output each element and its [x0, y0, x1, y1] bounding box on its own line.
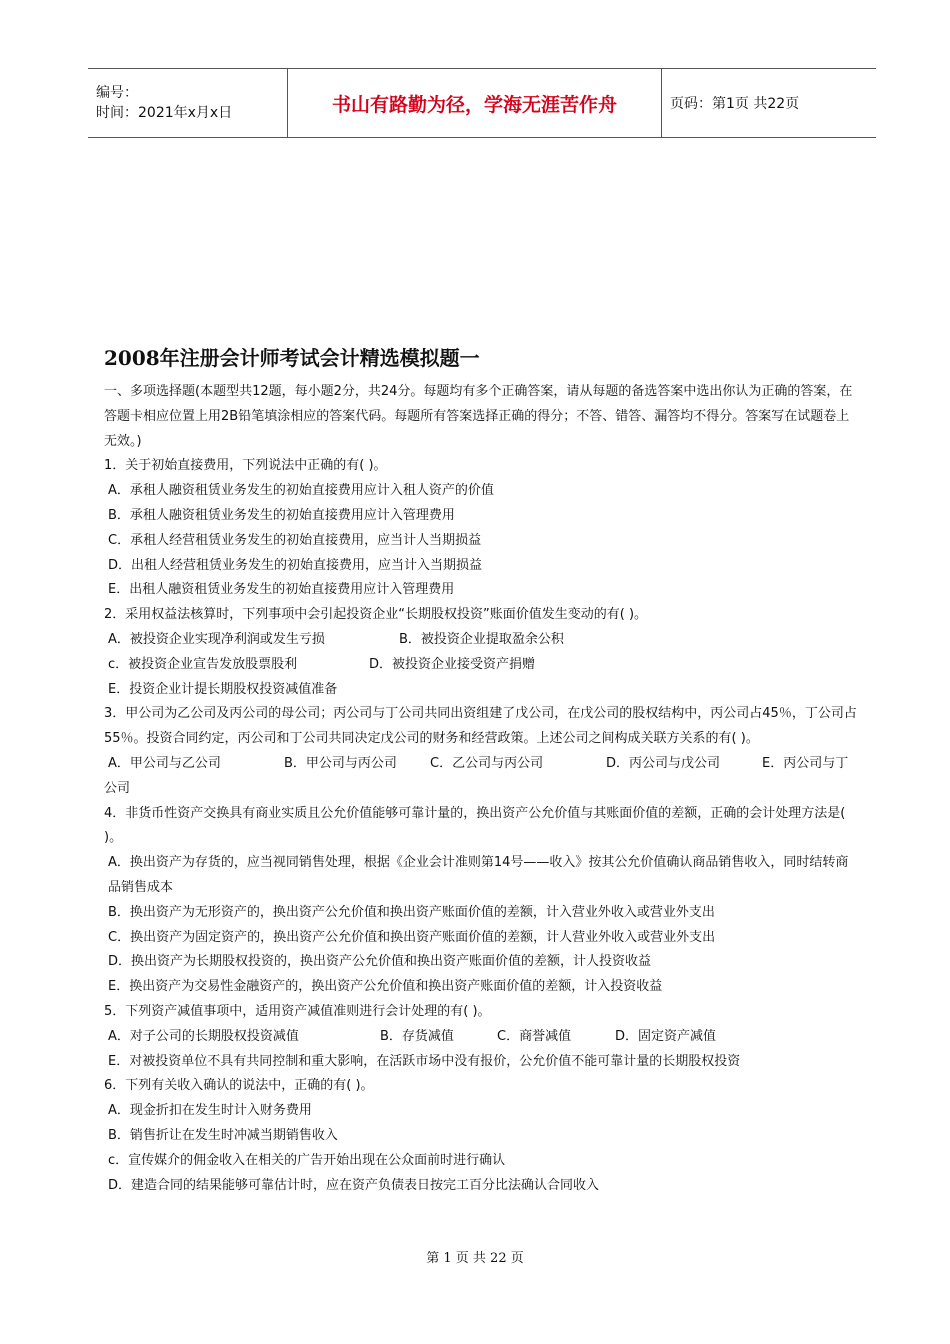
q5-options-row	[104, 1025, 860, 1050]
q3-option-c: C．乙公司与丙公司	[430, 755, 544, 771]
header-page-label: 页码：第1页 共22页	[670, 96, 800, 112]
q5-option-b: B．存货减值	[380, 1028, 454, 1044]
q6-option-a: A．现金折扣在发生时计入财务费用	[108, 1103, 312, 1119]
question-2-stem: 2．采用权益法核算时，下列事项中会引起投资企业“长期股权投资”账面价值发生变动的有( )。	[104, 607, 648, 623]
number-label: 编号：	[96, 85, 138, 101]
q5-option-a: A．对子公司的长期股权投资减值	[108, 1028, 299, 1044]
question-1-stem: 1．关于初始直接费用，下列说法中正确的有( )。	[104, 458, 387, 474]
question-4-stem: 4．非货币性资产交换具有商业实质且公允价值能够可靠计量的，换出资产公允价值与其账面价值的差额，正确的会计处理方法是( )。	[104, 805, 846, 846]
q2-option-b: B．被投资企业提取盈余公积	[399, 631, 564, 647]
q2-options-row-1	[104, 628, 860, 653]
header-motto: 书山有路勤为径，学海无涯苦作舟	[288, 69, 662, 137]
question-6-stem: 6．下列有关收入确认的说法中，正确的有( )。	[104, 1078, 374, 1094]
q3-option-b: B．甲公司与丙公司	[284, 755, 397, 771]
q4-option-e: E．换出资产为交易性金融资产的，换出资产公允价值和换出资产账面价值的差额，计入投资收益	[108, 979, 663, 995]
q4-option-d: D．换出资产为长期股权投资的，换出资产公允价值和换出资产账面价值的差额，计人投资收益	[108, 954, 652, 970]
question-5-stem: 5．下列资产减值事项中，适用资产减值准则进行会计处理的有( )。	[104, 1003, 491, 1019]
q6-option-b: B．销售折让在发生时冲减当期销售收入	[108, 1127, 338, 1143]
q2-option-d: D．被投资企业接受资产捐赠	[369, 656, 536, 672]
q5-option-e: E．对被投资单位不具有共同控制和重大影响，在活跃市场中没有报价，公允价值不能可靠计量的长期股权投资	[108, 1053, 741, 1069]
page-header	[88, 68, 876, 138]
q1-option-b: B．承租人融资租赁业务发生的初始直接费用应计入管理费用	[108, 507, 455, 523]
q3-options-row	[104, 752, 860, 777]
q5-option-d: D．固定资产减值	[615, 1028, 717, 1044]
q1-option-d: D．出租人经营租赁业务发生的初始直接费用，应当计入当期损益	[108, 557, 483, 573]
q1-option-c: C．承租人经营租赁业务发生的初始直接费用，应当计人当期损益	[108, 532, 482, 548]
document-body	[104, 380, 860, 1198]
q1-option-e: E．出租人融资租赁业务发生的初始直接费用应计入管理费用	[108, 582, 455, 598]
header-meta	[88, 69, 288, 137]
q1-option-a: A．承租人融资租赁业务发生的初始直接费用应计入租人资产的价值	[108, 483, 494, 499]
q3-option-e-continued: 公司	[104, 780, 131, 796]
q4-option-b: B．换出资产为无形资产的，换出资产公允价值和换出资产账面价值的差额，计入营业外收入或营业外支出	[108, 904, 715, 920]
q2-option-e: E．投资企业计提长期股权投资减值准备	[108, 681, 338, 697]
q4-option-a: A．换出资产为存货的，应当视同销售处理，根据《企业会计准则第14号——收入》按其公允价值确认商品销售收入，同时结转商品销售成本	[108, 855, 849, 895]
q6-option-c: c．宣传媒介的佣金收入在相关的广告开始出现在公众面前时进行确认	[108, 1152, 506, 1168]
q5-option-c: C．商誉减值	[497, 1028, 572, 1044]
time-label: 时间：2021年x月x日	[96, 105, 233, 121]
q2-option-a: A．被投资企业实现净利润或发生亏损	[108, 631, 325, 647]
document-title: 2008年注册会计师考试会计精选模拟题一	[104, 346, 480, 370]
q6-option-d: D．建造合同的结果能够可靠估计时，应在资产负债表日按完工百分比法确认合同收入	[108, 1177, 600, 1193]
q3-option-e: E．丙公司与丁	[762, 755, 849, 771]
q3-option-d: D．丙公司与戊公司	[606, 755, 721, 771]
section-intro: 一、多项选择题(本题型共12题，每小题2分，共24分。每题均有多个正确答案，请从每题的备选答案中选出你认为正确的答案，在答题卡相应位置上用2B铅笔填涂相应的答案代码。每题所有答案选择正确的得分；不答、错答、漏答均不得分。答案写在试题卷上无效。)	[104, 384, 853, 449]
page-footer: 第 1 页 共 22 页	[426, 1251, 524, 1266]
question-3-stem: 3．甲公司为乙公司及丙公司的母公司；丙公司与丁公司共同出资组建了戊公司，在戊公司的股权结构中，丙公司占45％，丁公司占55％。投资合同约定，丙公司和丁公司共同决定戊公司的财务和经营政策。上述公司之间构成关联方关系的有( )。	[104, 706, 857, 747]
q4-option-c: C．换出资产为固定资产的，换出资产公允价值和换出资产账面价值的差额，计人营业外收入或营业外支出	[108, 929, 716, 945]
q2-options-row-2	[104, 653, 860, 678]
q3-option-a: A．甲公司与乙公司	[108, 755, 221, 771]
q2-option-c: c．被投资企业宣告发放股票股利	[108, 656, 298, 672]
